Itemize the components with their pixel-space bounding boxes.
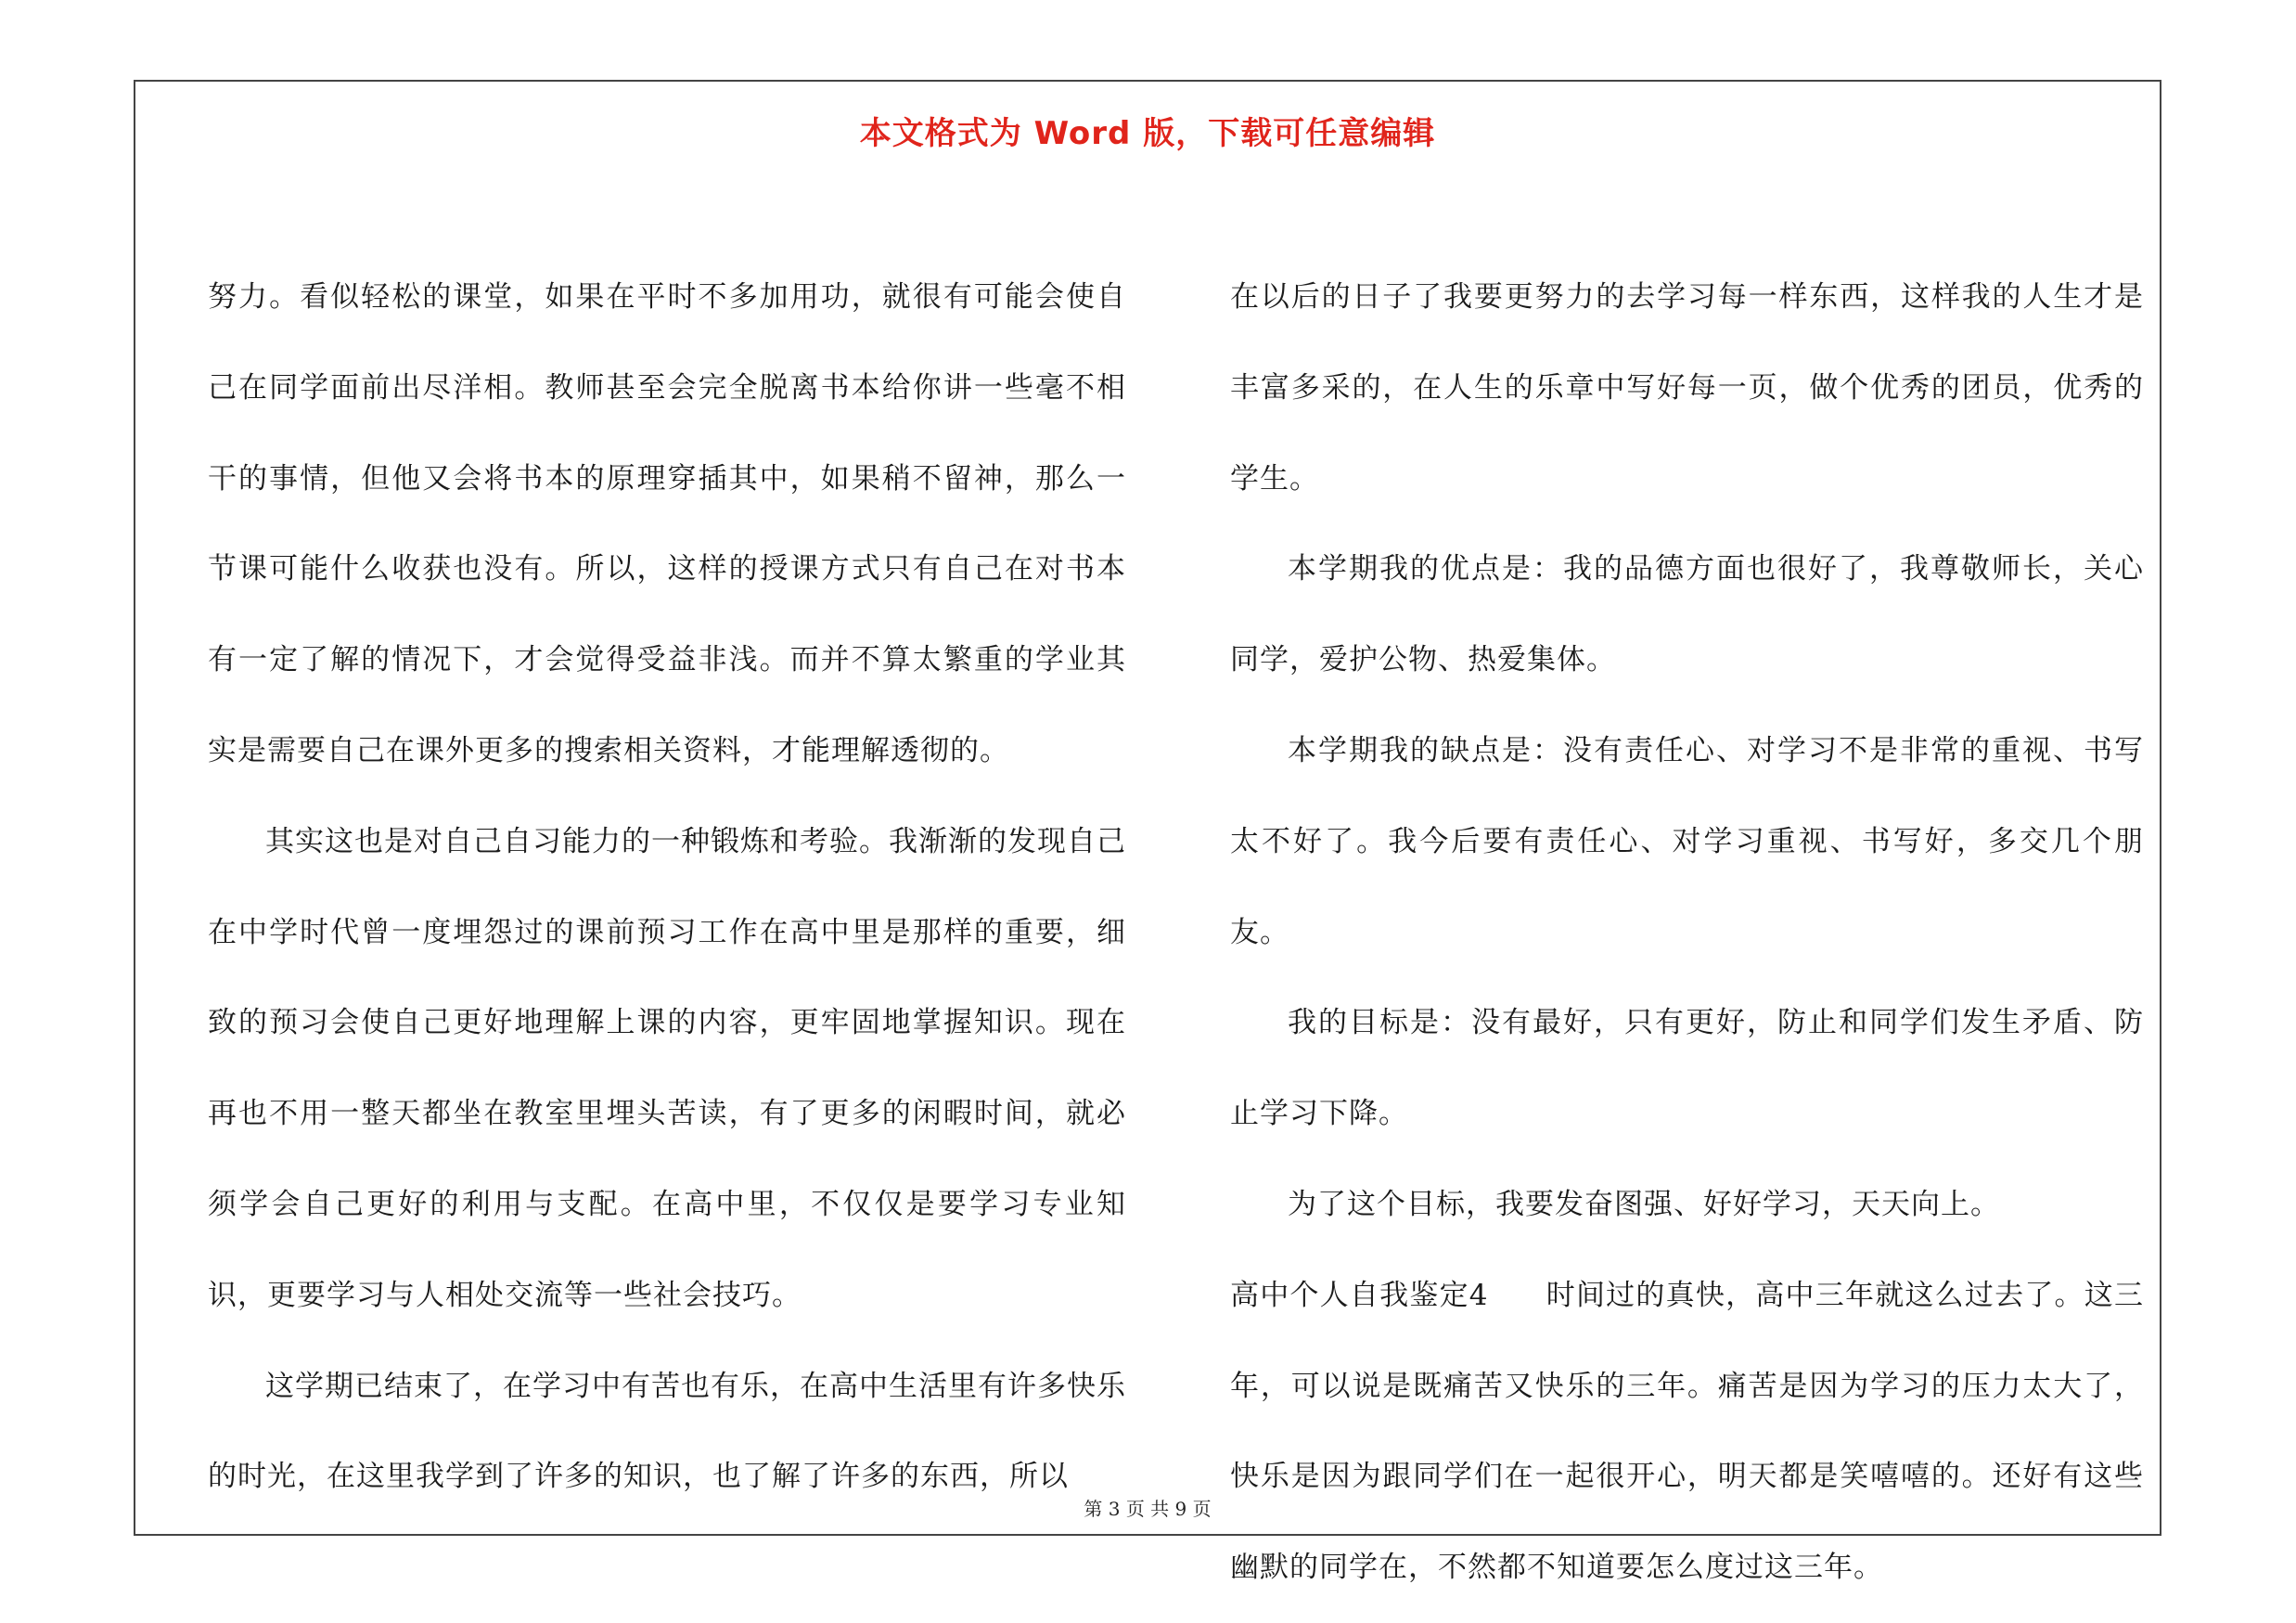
page-frame [134,80,2161,1585]
section-heading: 高中个人自我鉴定4 [1230,1278,1489,1312]
right-column [1230,252,2144,1614]
paragraph: 这学期已结束了，在学习中有苦也有乐，在高中生活里有许多快乐的时光，在这里我学到了许多的知识，也了解了许多的东西，所以 [208,1369,1126,1494]
paragraph: 其实这也是对自己自习能力的一种锻炼和考验。我渐渐的发现自己在中学时代曾一度埋怨过的课前预习工作在高中里是那样的重要，细致的预习会使自己更好地理解上课的内容，更牢固地掌握知识。现在再也不用一整天都坐在教室里埋头苦读，有了更多的闲暇时间，就必须学会自己更好的利用与支配。在高中里，不仅仅是要学习专业知识，更要学习与人相处交流等一些社会技巧。 [208,824,1126,1312]
section-text: 时间过的真快，高中三年就这么过去了。这三年，可以说是既痛苦又快乐的三年。痛苦是因为学习的压力太大了，快乐是因为跟同学们在一起很开心，明天都是笑嘻嘻的。还好有这些幽默的同学在，不然都不知道要怎么度过这三年。 [1230,1278,2144,1585]
left-column [208,252,1126,1523]
paragraph: 本学期我的缺点是：没有责任心、对学习不是非常的重视、书写太不好了。我今后要有责任心、对学习重视、书写好，多交几个朋友。 [1230,733,2144,949]
paragraph: 本学期我的优点是：我的品德方面也很好了，我尊敬师长，关心同学，爱护公物、热爱集体。 [1230,552,2144,677]
paragraph: 为了这个目标，我要发奋图强、好好学习，天天向上。 [1288,1187,2000,1221]
page-number: 第 3 页 共 9 页 [1084,1498,1212,1520]
section-paragraph [1230,1251,2144,1614]
paragraph: 我的目标是：没有最好，只有更好，防止和同学们发生矛盾、防止学习下降。 [1230,1006,2144,1131]
header-banner: 本文格式为 Word 版，下载可任意编辑 [859,115,1436,152]
paragraph: 在以后的日子了我要更努力的去学习每一样东西，这样我的人生才是丰富多采的，在人生的乐章中写好每一页，做个优秀的团员，优秀的学生。 [1230,280,2144,496]
paragraph: 努力。看似轻松的课堂，如果在平时不多加用功，就很有可能会使自己在同学面前出尽洋相。教师甚至会完全脱离书本给你讲一些毫不相干的事情，但他又会将书本的原理穿插其中，如果稍不留神，那么一节课可能什么收获也没有。所以，这样的授课方式只有自己在对书本有一定了解的情况下，才会觉得受益非浅。而并不算太繁重的学业其实是需要自己在课外更多的搜索相关资料，才能理解透彻的。 [208,280,1126,767]
